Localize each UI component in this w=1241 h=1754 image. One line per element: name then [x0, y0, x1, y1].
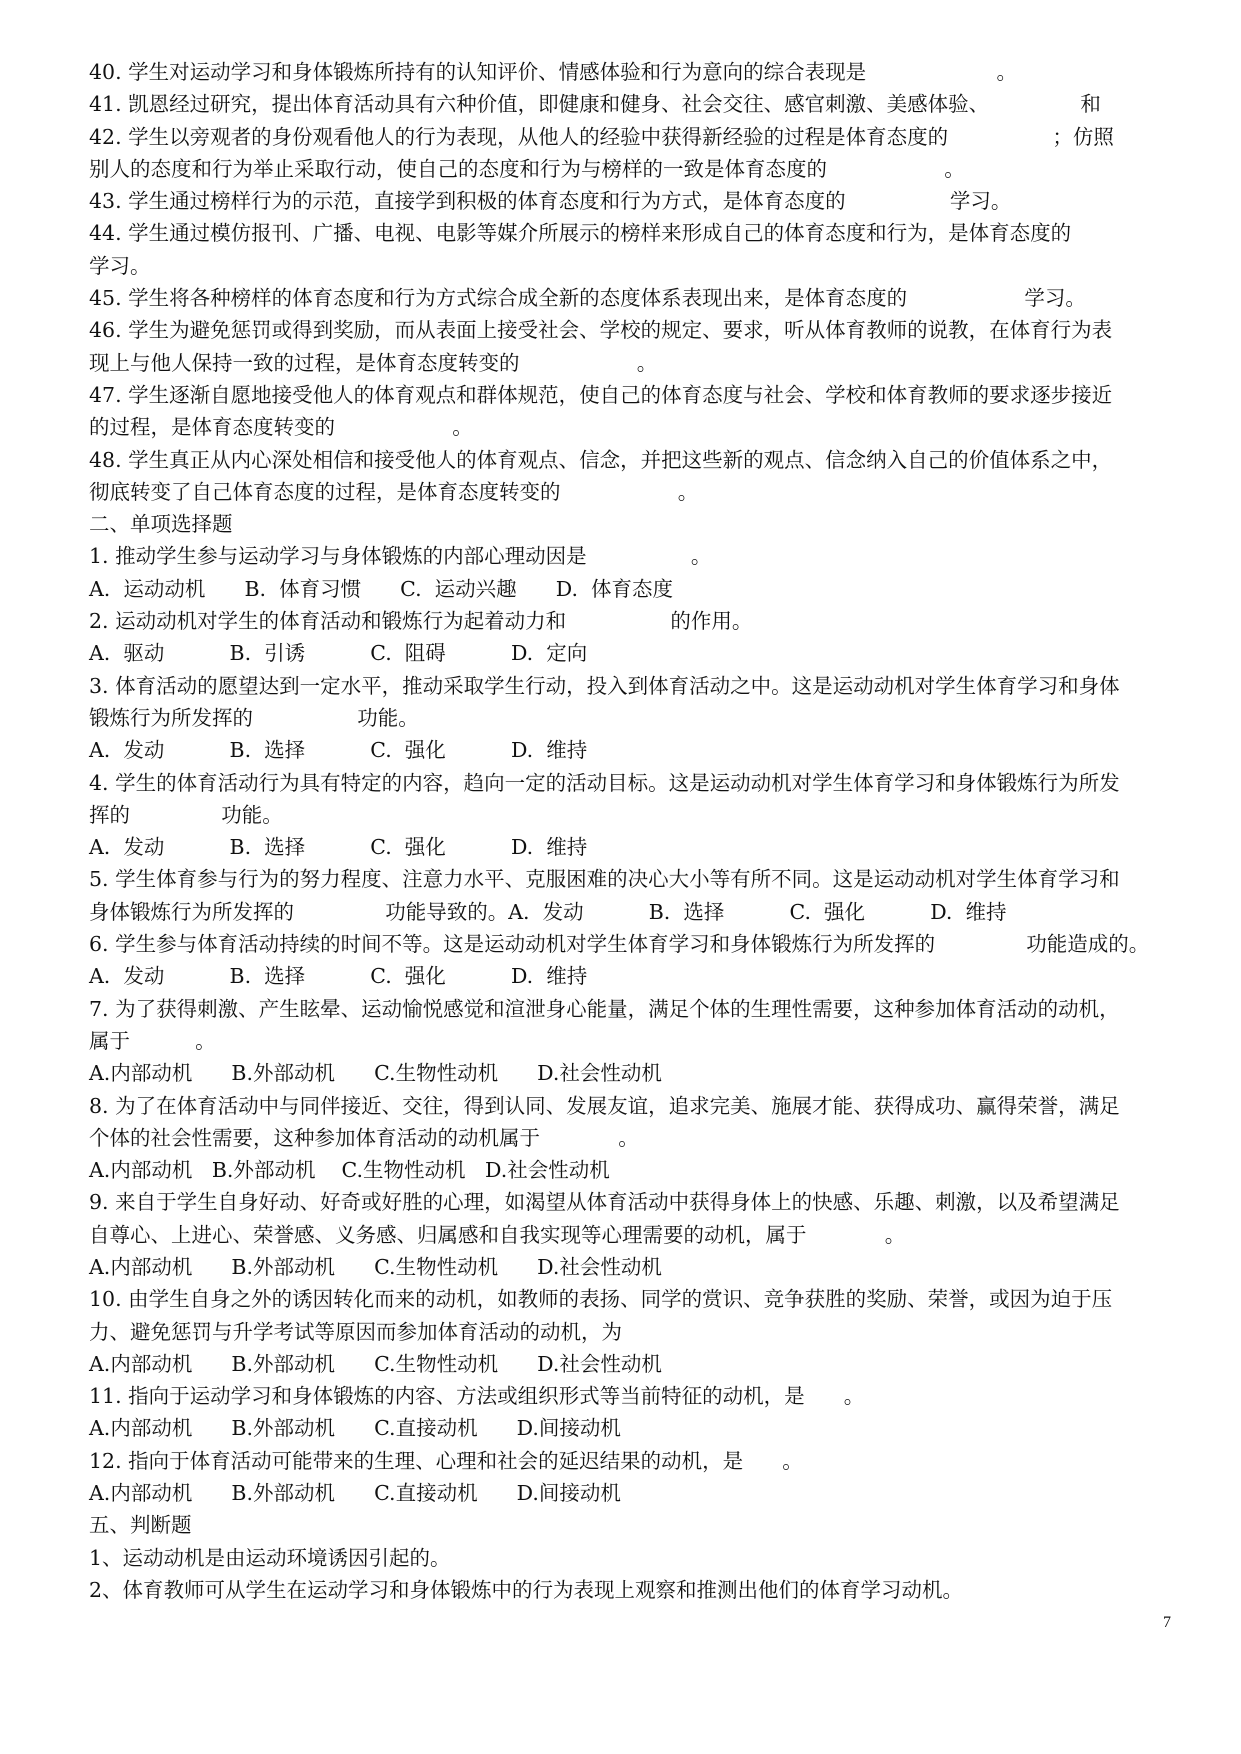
text-line: 40. 学生对运动学习和身体锻炼所持有的认知评价、情感体验和行为意向的综合表现是 。 [89, 60, 1017, 84]
text-line: 9. 来自于学生自身好动、好奇或好胜的心理，如渴望从体育活动中获得身体上的快感、乐趣、刺激，以及希望满足 [89, 1190, 1120, 1215]
text-line: 五、判断题 [89, 1513, 192, 1538]
text-line: A.内部动机 B.外部动机 C.生物性动机 D.社会性动机 [89, 1351, 662, 1376]
text-line: 自尊心、上进心、荣誉感、义务感、归属感和自我实现等心理需要的动机，属于 。 [89, 1222, 906, 1247]
text-line: 7. 为了获得刺激、产生眩晕、运动愉悦感觉和渲泄身心能量，满足个体的生理性需要，这种参加体育活动的动机， [89, 996, 1120, 1021]
text-line: 个体的社会性需要，这种参加体育活动的动机属于 。 [89, 1125, 639, 1150]
text-line: 锻炼行为所发挥的 功能。 [89, 705, 419, 730]
text-line: 力、避免惩罚与升学考试等原因而参加体育活动的动机，为 [89, 1319, 622, 1344]
text-line: 别人的态度和行为举止采取行动，使自己的态度和行为与榜样的一致是体育态度的 。 [89, 156, 965, 181]
text-line: 4. 学生的体育活动行为具有特定的内容，趋向一定的活动目标。这是运动动机对学生体育学习和身体锻炼行为所发 [89, 770, 1120, 795]
text-line: 10. 由学生自身之外的诱因转化而来的动机，如教师的表扬、同学的赏识、竞争获胜的奖励、荣誉，或因为迫于压 [89, 1287, 1113, 1312]
text-line: A. 发动 B. 选择 C. 强化 D. 维持 [89, 835, 588, 860]
text-line: A.内部动机 B.外部动机 C.生物性动机 D.社会性动机 [89, 1254, 662, 1279]
text-line: 47. 学生逐渐自愿地接受他人的体育观点和群体规范，使自己的体育态度与社会、学校和体育教师的要求逐步接近 [89, 382, 1113, 407]
text-line: A.内部动机 B.外部动机 C.生物性动机 D.社会性动机 [89, 1158, 610, 1183]
text-line: 2、体育教师可从学生在运动学习和身体锻炼中的行为表现上观察和推测出他们的体育学习动机。 [89, 1577, 964, 1602]
text-line: 1、运动动机是由运动环境诱因引起的。 [89, 1545, 451, 1570]
text-line: 48. 学生真正从内心深处相信和接受他人的体育观点、信念，并把这些新的观点、信念纳入自己的价值体系之中， [89, 447, 1113, 472]
text-line: 8. 为了在体育活动中与同伴接近、交往，得到认同、发展友谊，追求完美、施展才能、获得成功、赢得荣誉，满足 [89, 1093, 1120, 1118]
text-line: A. 运动动机 B. 体育习惯 C. 运动兴趣 D. 体育态度 [89, 576, 674, 601]
text-line: 学习。 [89, 253, 151, 278]
text-line: 43. 学生通过榜样行为的示范，直接学到积极的体育态度和行为方式，是体育态度的 学习。 [89, 189, 1012, 214]
text-line: A.内部动机 B.外部动机 C.直接动机 D.间接动机 [89, 1416, 621, 1441]
text-line: 11. 指向于运动学习和身体锻炼的内容、方法或组织形式等当前特征的动机，是 。 [89, 1384, 865, 1409]
text-line: 1. 推动学生参与运动学习与身体锻炼的内部心理动因是 。 [89, 544, 712, 569]
text-line: 二、单项选择题 [89, 512, 233, 537]
page-number: 7 [1163, 1614, 1171, 1631]
text-line: A. 驱动 B. 引诱 C. 阻碍 D. 定向 [89, 641, 588, 666]
text-line: 5. 学生体育参与行为的努力程度、注意力水平、克服困难的决心大小等有所不同。这是运动动机对学生体育学习和 [89, 867, 1120, 892]
document-body [89, 56, 1209, 1606]
text-line: 彻底转变了自己体育态度的过程，是体育态度转变的 。 [89, 479, 699, 504]
text-line: 2. 运动动机对学生的体育活动和锻炼行为起着动力和 的作用。 [89, 609, 753, 634]
text-line: 41. 凯恩经过研究，提出体育活动具有六种价值，即健康和健身、社会交往、感官刺激、美感体验、 和 [89, 92, 1101, 117]
text-line: 现上与他人保持一致的过程，是体育态度转变的 。 [89, 350, 658, 375]
text-line: A. 发动 B. 选择 C. 强化 D. 维持 [89, 964, 588, 989]
text-line: 属于 。 [89, 1028, 216, 1053]
text-line: 身体锻炼行为所发挥的 功能导致的。A. 发动 B. 选择 C. 强化 D. 维持 [89, 899, 1007, 924]
text-line: 挥的 功能。 [89, 802, 283, 827]
text-line: 44. 学生通过模仿报刊、广播、电视、电影等媒介所展示的榜样来形成自己的体育态度和行为，是体育态度的 [89, 221, 1072, 246]
text-line: 46. 学生为避免惩罚或得到奖励，而从表面上接受社会、学校的规定、要求，听从体育教师的说教，在体育行为表 [89, 318, 1113, 343]
text-line: 6. 学生参与体育活动持续的时间不等。这是运动动机对学生体育学习和身体锻炼行为所发挥的 功能造成的。 [89, 932, 1150, 957]
text-line: A.内部动机 B.外部动机 C.生物性动机 D.社会性动机 [89, 1061, 662, 1086]
text-line: 45. 学生将各种榜样的体育态度和行为方式综合成全新的态度体系表现出来，是体育态度的 学习。 [89, 286, 1086, 311]
text-line: 12. 指向于体育活动可能带来的生理、心理和社会的延迟结果的动机，是 。 [89, 1448, 803, 1473]
text-line: 3. 体育活动的愿望达到一定水平，推动采取学生行动，投入到体育活动之中。这是运动动机对学生体育学习和身体 [89, 673, 1120, 698]
text-line: 的过程，是体育态度转变的 。 [89, 415, 473, 440]
text-line: 42. 学生以旁观者的身份观看他人的行为表现，从他人的经验中获得新经验的过程是体育态度的 ；仿照 [89, 124, 1114, 149]
text-line: A.内部动机 B.外部动机 C.直接动机 D.间接动机 [89, 1481, 621, 1506]
text-line: A. 发动 B. 选择 C. 强化 D. 维持 [89, 738, 588, 763]
